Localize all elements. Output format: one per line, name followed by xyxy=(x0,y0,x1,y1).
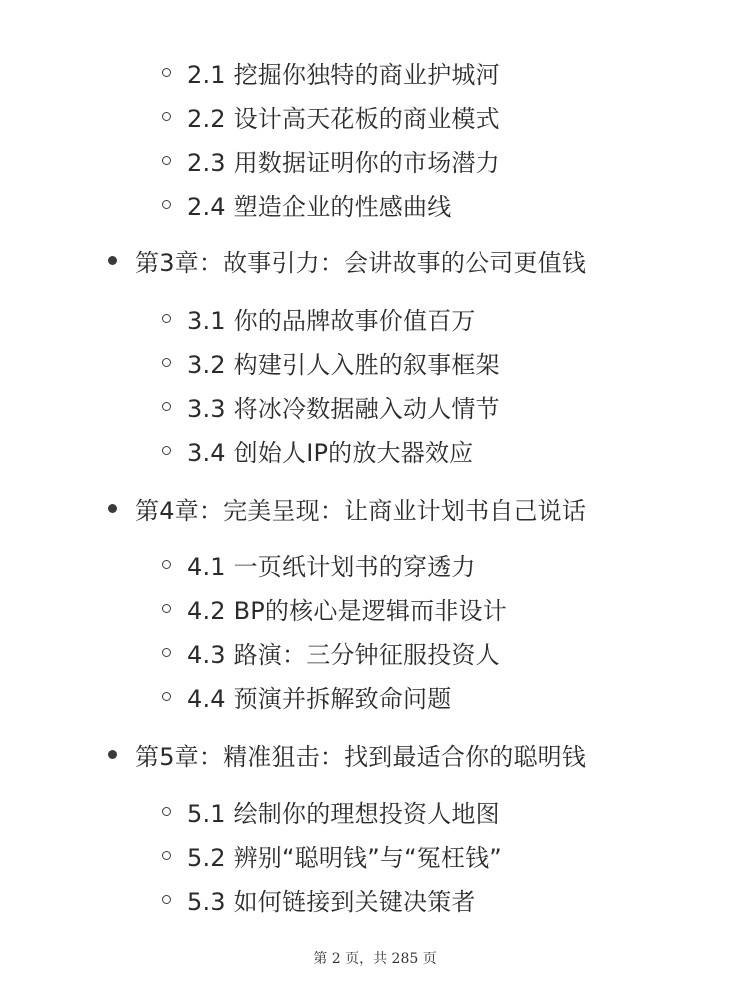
toc-item-label: 3.4 创始人IP的放大器效应 xyxy=(187,438,474,467)
toc-item-label: 2.4 塑造企业的性感曲线 xyxy=(187,192,452,221)
hollow-bullet-icon xyxy=(162,648,171,657)
hollow-bullet-icon xyxy=(162,68,171,77)
solid-bullet-icon xyxy=(108,256,117,265)
toc-chapter-label: 第5章：精准狙击：找到最适合你的聪明钱 xyxy=(135,742,587,771)
hollow-bullet-icon xyxy=(162,446,171,455)
toc-chapter-label: 第3章：故事引力：会讲故事的公司更值钱 xyxy=(135,248,587,277)
toc-item-label: 4.3 路演：三分钟征服投资人 xyxy=(187,640,500,669)
solid-bullet-icon xyxy=(108,504,117,513)
hollow-bullet-icon xyxy=(162,112,171,121)
toc-sub-item[interactable] xyxy=(0,184,451,224)
hollow-bullet-icon xyxy=(162,604,171,613)
toc-item-label: 2.1 挖掘你独特的商业护城河 xyxy=(187,60,500,89)
hollow-bullet-icon xyxy=(162,200,171,209)
hollow-bullet-icon xyxy=(162,692,171,701)
hollow-bullet-icon xyxy=(162,851,171,860)
toc-item-label: 3.3 将冰冷数据融入动人情节 xyxy=(187,394,500,423)
toc-item-label: 2.2 设计高天花板的商业模式 xyxy=(187,104,500,133)
toc-sub-item[interactable] xyxy=(0,879,476,919)
toc-sub-item[interactable] xyxy=(0,588,507,628)
toc-item-label: 3.2 构建引人入胜的叙事框架 xyxy=(187,350,500,379)
toc-sub-item[interactable] xyxy=(0,835,502,875)
toc-chapter-item[interactable] xyxy=(0,240,586,280)
toc-item-label: 4.2 BP的核心是逻辑而非设计 xyxy=(187,596,507,625)
toc-item-label: 4.1 一页纸计划书的穿透力 xyxy=(187,552,476,581)
toc-sub-item[interactable] xyxy=(0,791,500,831)
hollow-bullet-icon xyxy=(162,156,171,165)
toc-item-label: 5.3 如何链接到关键决策者 xyxy=(187,887,476,916)
toc-item-label: 3.1 你的品牌故事价值百万 xyxy=(187,306,476,335)
hollow-bullet-icon xyxy=(162,807,171,816)
toc-sub-item[interactable] xyxy=(0,430,473,470)
toc-chapter-item[interactable] xyxy=(0,488,586,528)
hollow-bullet-icon xyxy=(162,402,171,411)
toc-sub-item[interactable] xyxy=(0,298,476,338)
toc-item-label: 2.3 用数据证明你的市场潜力 xyxy=(187,148,500,177)
hollow-bullet-icon xyxy=(162,358,171,367)
hollow-bullet-icon xyxy=(162,314,171,323)
toc-sub-item[interactable] xyxy=(0,544,476,584)
toc-sub-item[interactable] xyxy=(0,140,500,180)
hollow-bullet-icon xyxy=(162,895,171,904)
toc-sub-item[interactable] xyxy=(0,676,451,716)
toc-sub-item[interactable] xyxy=(0,52,500,92)
page-number-footer: 第 2 页，共 285 页 xyxy=(313,951,437,967)
solid-bullet-icon xyxy=(108,750,117,759)
toc-sub-item[interactable] xyxy=(0,96,500,136)
toc-sub-item[interactable] xyxy=(0,386,500,426)
toc-sub-item[interactable] xyxy=(0,632,500,672)
toc-chapter-item[interactable] xyxy=(0,734,586,774)
toc-item-label: 5.2 辨别“聪明钱”与“冤枉钱” xyxy=(187,843,502,872)
toc-item-label: 5.1 绘制你的理想投资人地图 xyxy=(187,799,500,828)
toc-sub-item[interactable] xyxy=(0,342,500,382)
toc-item-label: 4.4 预演并拆解致命问题 xyxy=(187,684,452,713)
hollow-bullet-icon xyxy=(162,560,171,569)
toc-chapter-label: 第4章：完美呈现：让商业计划书自己说话 xyxy=(135,496,587,525)
